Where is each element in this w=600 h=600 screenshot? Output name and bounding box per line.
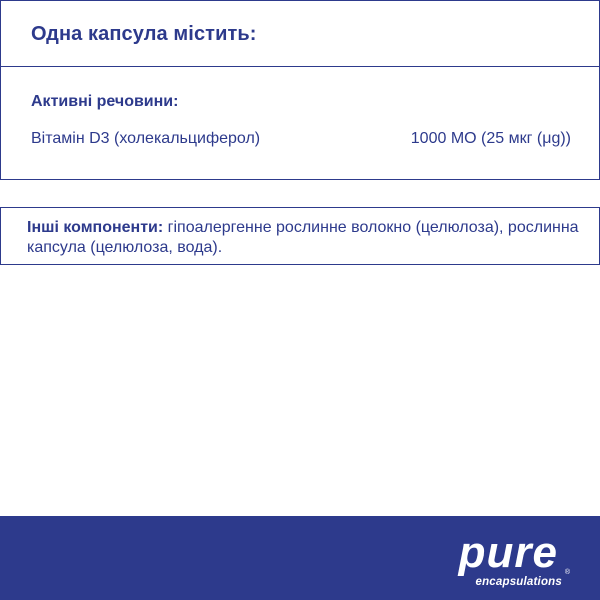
other-ingredients-box (0, 207, 600, 265)
brand-tagline: encapsulations (475, 576, 562, 588)
other-ingredients-list: гіпоалергенне рослинне волокно (целюлоза), рослинна капсула (целюлоза, вода). (27, 219, 579, 256)
supplement-facts-body (0, 67, 600, 180)
other-ingredients-label: Інші компоненти: (27, 219, 164, 236)
registered-mark: ® (564, 569, 570, 576)
brand-wordmark: pure (458, 528, 558, 577)
other-ingredients-text (27, 218, 585, 258)
facts-title: Одна капсула містить: (31, 23, 257, 45)
ingredient-row (31, 130, 571, 152)
ingredient-amount: 1000 МО (25 мкг (μg)) (410, 130, 571, 147)
active-ingredients-heading: Активні речовини: (31, 93, 179, 110)
brand-logo (412, 528, 570, 591)
brand-footer (0, 516, 600, 600)
ingredient-name: Вітамін D3 (холекальциферол) (31, 130, 261, 147)
supplement-facts-header (0, 0, 600, 68)
